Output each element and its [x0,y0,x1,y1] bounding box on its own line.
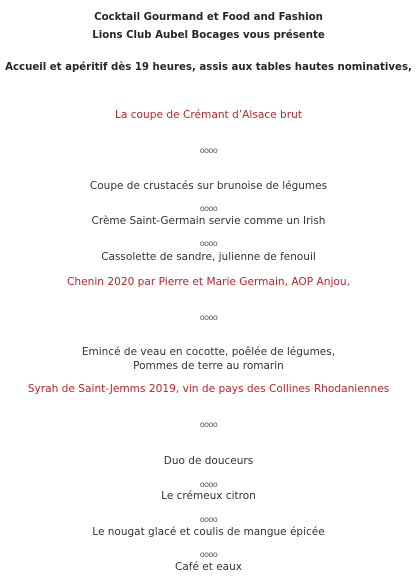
separator: oooo [199,204,218,213]
starter-wine: Chenin 2020 par Pierre et Marie Germain, AOP Anjou, [66,276,350,288]
separator: oooo [199,239,218,248]
dessert-title: Duo de douceurs [163,455,254,467]
main-dish-line-2: Pommes de terre au romarin [133,360,284,372]
separator: oooo [199,480,218,489]
header-welcome: Accueil et apéritif dès 19 heures, assis aux tables hautes nominatives, [5,62,412,73]
starter-dish-2: Crème Saint-Germain servie comme un Irish [91,215,326,227]
aperitif-wine: La coupe de Crémant d’Alsace brut [114,109,303,121]
header-title: Cocktail Gourmand et Food and Fashion [94,12,323,23]
separator: oooo [199,420,218,429]
separator: oooo [199,146,218,155]
header-subtitle: Lions Club Aubel Bocages vous présente [92,30,325,41]
dessert-item-1: Le crémeux citron [161,490,256,502]
starter-dish-3: Cassolette de sandre, julienne de fenouil [101,251,316,263]
main-wine: Syrah de Saint-Jemms 2019, vin de pays des Collines Rhodaniennes [27,383,390,395]
separator: oooo [199,515,218,524]
main-dish-line-1: Emincé de veau en cocotte, poêlée de légumes, [81,346,336,358]
separator: oooo [199,550,218,559]
starter-dish-1: Coupe de crustacés sur brunoise de légumes [89,180,328,192]
separator: oooo [199,313,218,322]
dessert-item-2: Le nougat glacé et coulis de mangue épicée [92,526,325,538]
dessert-item-3: Café et eaux [175,561,242,573]
